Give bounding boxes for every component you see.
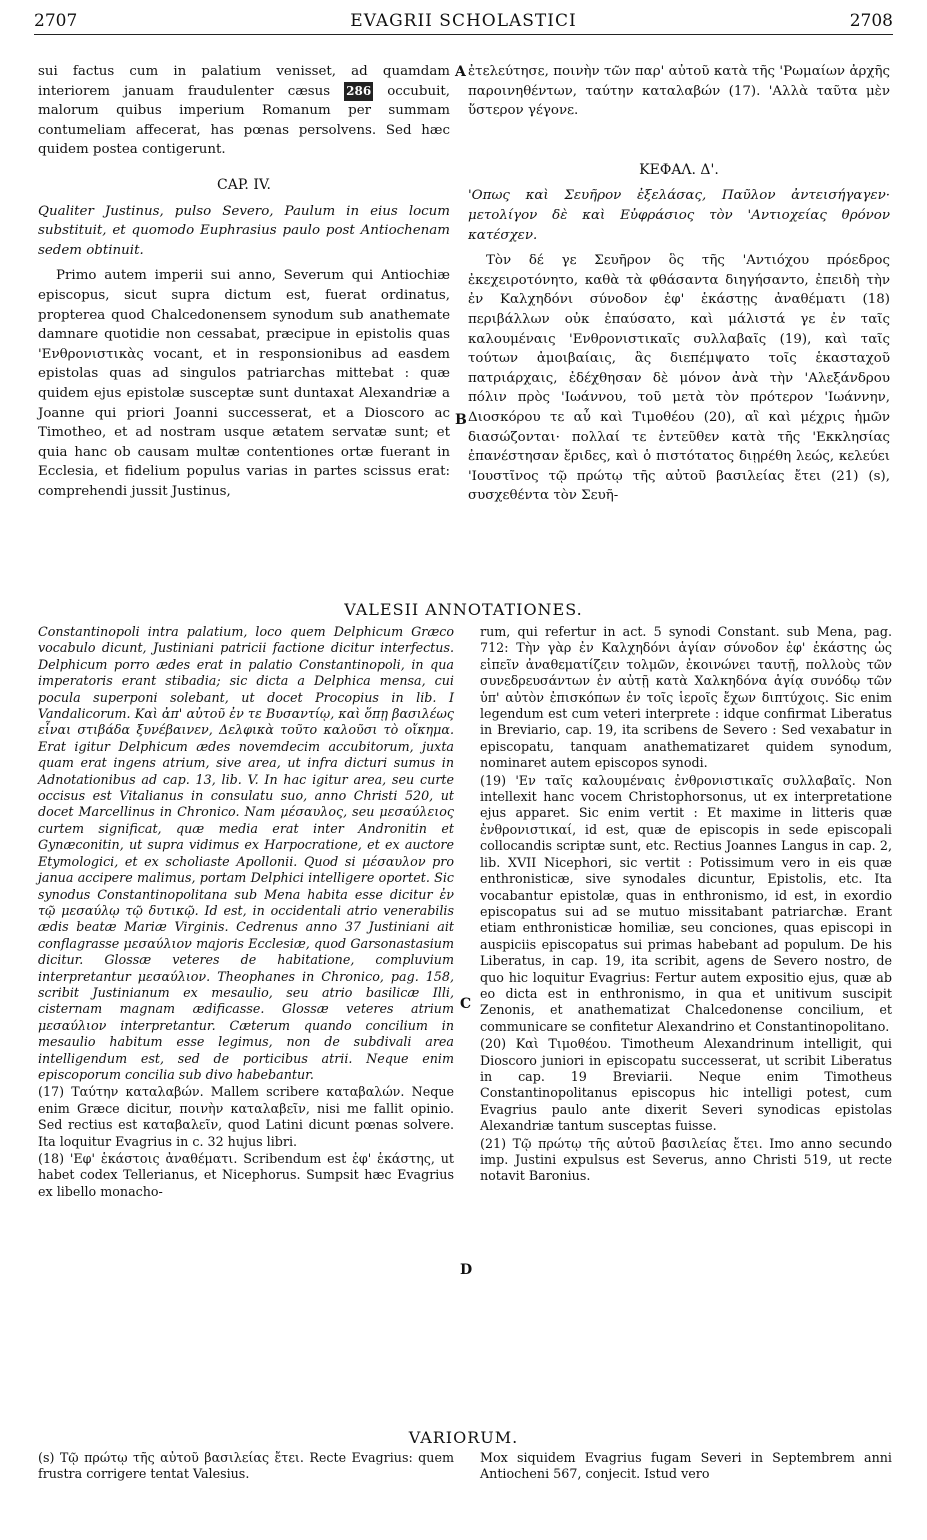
page-header	[34, 8, 893, 35]
latin-body: Primo autem imperii sui anno, Severum qui Antiochiæ episcopus, sicut supra dictum est, fuerat ordinatus, propterea quod Chalcedonensem synodum sub anathemate damnare quotidie non cessabat, præcipue in epistolis quas 'Ενθρονιστικὰς vocant, et in responsionibus ad easdem epistolas quas ad singulos patriarchas mittebat : quæ quidem ejus epistolæ susceptæ sunt duntaxat Alexandriæ a Joanne qui priori Joanni successerat, et a Dioscoro ac Timotheo, et ad nostram usque ætatem servatæ sunt; et quia hanc ob causam multæ contentiones ortæ fuerant in Ecclesia, et fidelium populus varias in partes scissus erat: comprehendi jussit Justinus,	[38, 268, 450, 499]
annotation-paragraph: (18) 'Εφ' ἑκάστοις ἀναθέματι. Scribendum est ἐφ' ἑκάστης, ut habet codex Tellerianus, et Nicephorus. Sumpsit hæc Evagrius ex libello monacho-	[38, 1151, 454, 1199]
greek-intro: ἐτελεύτησε, ποινὴν τῶν παρ' αὐτοῦ κατὰ τῆς 'Ρωμαίων ἀρχῆς παροινηθέντων, ταύτην καταλαβών (17). 'Αλλὰ ταῦτα μὲν ὕστερον γέγονε.	[468, 64, 890, 119]
latin-intro: sui factus cum in palatium venisset, ad quamdam interiorem januam fraudulenter cæsus 286 occubuit, malorum quibus imperium Romanum per summam contumeliam affecerat, has pœnas persolvens. Sed hæc quidem postea contigerunt.	[38, 64, 450, 158]
margin-letter-d: D	[460, 1262, 473, 1278]
variorum-heading: VARIORUM.	[408, 1428, 519, 1447]
annotations-right-column	[480, 624, 892, 1186]
margin-letter-a: A	[455, 64, 466, 80]
annotation-paragraph: (20) Καὶ Τιμοθέου. Timotheum Alexandrinum intelligit, qui Dioscoro juniori in episcopatu successerat, ut scribit Liberatus in cap. 19 Breviarii. Neque enim Timotheus Constantinopolitanus episcopus hic intelligi potest, cum Evagrius paulo ante dixerit Severi synodicas epistolas Alexandriæ tantum susceptas fuisse.	[480, 1036, 892, 1134]
annotation-paragraph: (17) Ταύτην καταλαβών. Mallem scribere καταβαλών. Neque enim Græce dicitur, ποινὴν καταλαβεῖν, nisi me fallit opinio. Sed rectius est καταβαλεῖν, quod Latini dicunt pœnas solvere. Ita loquitur Evagrius in c. 32 hujus libri.	[38, 1084, 454, 1149]
running-title: EVAGRII SCHOLASTICI	[350, 11, 577, 31]
greek-main-column	[468, 62, 890, 506]
margin-letter-c: C	[460, 996, 472, 1012]
annotations-left-column	[38, 624, 454, 1201]
variorum-left-column: (s) Τῷ πρώτῳ τῆς αὐτοῦ βασιλείας ἔτει. Recte Evagrius: quem frustra corrigere tentat Valesius.	[38, 1450, 454, 1482]
right-page-number: 2708	[849, 11, 893, 31]
annotation-paragraph: Constantinopoli intra palatium, loco quem Delphicum Græco vocabulo dicunt, Justiniani patricii factione dicitur interfectus. Delphicum porro ædes erat in palatio Constantinopoli, in qua imperatoris erant stibadia; sic dicta a Delphica mensa, cui pocula superponi solebant, ut docet Procopius in lib. I Vandalicorum. Καὶ ἀπ' αὐτοῦ ἐν τε Βυσαντίῳ, καὶ ὅπῃ βασιλέως εἶναι στιβάδα ξυνέβαινεν, Δελφικὰ τοῦτο καλοῦσι τὸ οἴκημα. Erat igitur Delphicum ædes novemdecim accubitorum, juxta quam erat ingens atrium, sive area, ut infra dicturi sumus in Adnotationibus ad cap. 13, lib. V. In hac igitur area, seu curte occisus est Vitalianus in consulatu suo, anno Christi 520, ut docet Marcellinus in Chronico. Nam μέσαυλος, seu μεσαύλειος curtem significat, quæ media erat inter Andronitin et Gynæconitin, ut supra vidimus ex Harpocratione, et ex auctore Etymologici, et ex scholiaste Apollonii. Quod si μέσαυλον pro janua accipere malimus, portam Delphici intelligere oportet. Sic synodus Constantinopolitana sub Mena habita esse dicitur ἐν τῷ μεσαύλῳ τῷ δυτικῷ. Id est, in occidentali atrio venerabilis ædis beatæ Mariæ Virginis. Cedrenus anno 37 Justiniani ait conflagrasse μεσαύλιον majoris Ecclesiæ, quod Garsonastasium dicitur. Glossæ veteres de habitatione, compluvium interpretantur μεσαύλιον. Theophanes in Chronico, pag. 158, scribit Justinianum ex mesaulio, seu atrio basilicæ Illi, cisternam magnam ædificasse. Glossæ veteres atrium μεσαύλιον interpretantur. Cæterum quando concilium in mesaulio habitum esse legimus, non de subdivali area intelligendum est, sed de porticibus atrii. Neque enim episcoporum concilia sub divo habebantur.	[38, 624, 454, 1082]
latin-main-column	[38, 62, 450, 501]
greek-body: Τὸν δέ γε Σευῆρον ὃς τῆς 'Αντιόχου πρόεδρος ἐκεχειροτόνητο, καθὰ τὰ φθάσαντα διηγήσαντο, ἐπειδὴ τὴν ἐν Καλχηδόνι σύνοδον ἐφ' ἑκάστῃς ἀναθέματι (18) περιβάλλων οὐκ ἐπαύσατο, καὶ μάλιστά γε ἐν ταῖς καλουμέναις 'Ενθρονιστικαῖς συλλαβαῖς (19), καὶ ταῖς τούτων ἀμοιβαίαις, ἃς διεπέμψατο τοῖς ἑκασταχοῦ πατριάρχαις, ἐδέχθησαν δὲ μόνον ἀνὰ τὴν 'Αλεξάνδρου πόλιν πρὸς 'Ιωάννου, τοῦ μετὰ τὸν πρότερον 'Ιωάννην, Διοσκόρου τε αὖ καὶ Τιμοθέου (20), αἳ καὶ μέχρις ἡμῶν διασώζονται· πολλαί τε ἐντεῦθεν κατὰ τῆς 'Εκκλησίας ἐπανέστησαν ἔριδες, καὶ ὁ πιστότατος διῃρέθη λεώς, κελεύει 'Ιουστῖνος τῷ πρώτῳ τῆς αὐτοῦ βασιλείας ἔτει (21) (s), συσχεθέντα τὸν Σευῆ-	[468, 253, 890, 504]
left-page-number: 2707	[34, 11, 78, 31]
greek-chapter-summary: 'Οπως καὶ Σευῆρον ἐξελάσας, Παῦλον ἀντεισήγαγεν· μετολίγον δὲ καὶ Εὐφράσιος τὸν 'Αντιοχείας θρόνον κατέσχεν.	[468, 188, 890, 243]
annotation-paragraph: rum, qui refertur in act. 5 synodi Constant. sub Mena, pag. 712: Τὴν γὰρ ἐν Καλχηδόνι ἁγίαν σύνοδον ἐφ' ἑκάστης ὡς εἰπεῖν ἀναθεματίζειν τολμῶν, ἐκοινώνει ταυτῇ, πολλοὺς τῶν συνεδρευσάντων ἐν αὐτῇ κατὰ Χαλκηδόνα ἁγίᾳ συνόδῳ τῶν ὑπ' αὐτὸν ἐπισκόπων ἐν τοῖς ἱεροῖς ἔχων διπτύχοις. Sic enim legendum est cum veteri interprete : idque confirmat Liberatus in Breviario, cap. 19, ita scribens de Severo : Sed vexabatur in episcopatu, tanquam anathematizaret quidem synodum, nominaret autem episcopos synodi.	[480, 624, 892, 771]
latin-chapter-summary: Qualiter Justinus, pulso Severo, Paulum in eius locum substituit, et quomodo Euphrasius paulo post Antiochenam sedem obtinuit.	[38, 203, 450, 258]
latin-chapter-title: CAP. IV.	[217, 176, 271, 193]
greek-chapter-title: ΚΕΦΑΛ. Δ'.	[639, 161, 719, 178]
variorum-right-column: Mox siquidem Evagrius fugam Severi in Septembrem anni Antiocheni 567, conjecit. Istud vero	[480, 1450, 892, 1482]
annotation-paragraph: (21) Τῷ πρώτῳ τῆς αὐτοῦ βασιλείας ἔτει. Imo anno secundo imp. Justini expulsus est Severus, anno Christi 519, ut recte notavit Baronius.	[480, 1135, 892, 1184]
margin-letter-b: B	[455, 412, 467, 428]
column-number-stamp: 286	[344, 82, 373, 102]
annotations-heading: VALESII ANNOTATIONES.	[344, 600, 583, 619]
annotation-paragraph: (19) 'Εν ταῖς καλουμέναις ἐνθρονιστικαῖς συλλαβαῖς. Non intellexit hanc vocem Christophorsonus, ut ex interpretatione ejus apparet. Sic enim vertit : Et maxime in litteris quæ ἐνθρονιστικαί, id est, quæ de episcopis in sede episcopali collocandis scriptæ sunt, etc. Rectius Joannes Langus in cap. 2, lib. XVII Nicephori, sic vertit : Potissimum vero in eis quæ enthronisticæ, sive synodales dicuntur, Epistolis, etc. Ita vocabantur epistolæ, quas in enthronismo, id est, in exordio episcopatus sui ad se mutuo missitabant patriarchæ. Erant etiam enthronisticæ homiliæ, seu conciones, quas episcopi in auspiciis episcopatus sui primas habebant ad populum. De his Liberatus, in cap. 19, ita scribit, agens de Severo nostro, de quo hic loquitur Evagrius: Fertur autem expositio ejus, quæ ab eo dicta est in enthronismo, in qua et unitivum suscipit Zenonis, et anathematizat Chalcedonense concilium, et communicare se confitetur Alexandrino et Constantinopolitano.	[480, 772, 892, 1034]
